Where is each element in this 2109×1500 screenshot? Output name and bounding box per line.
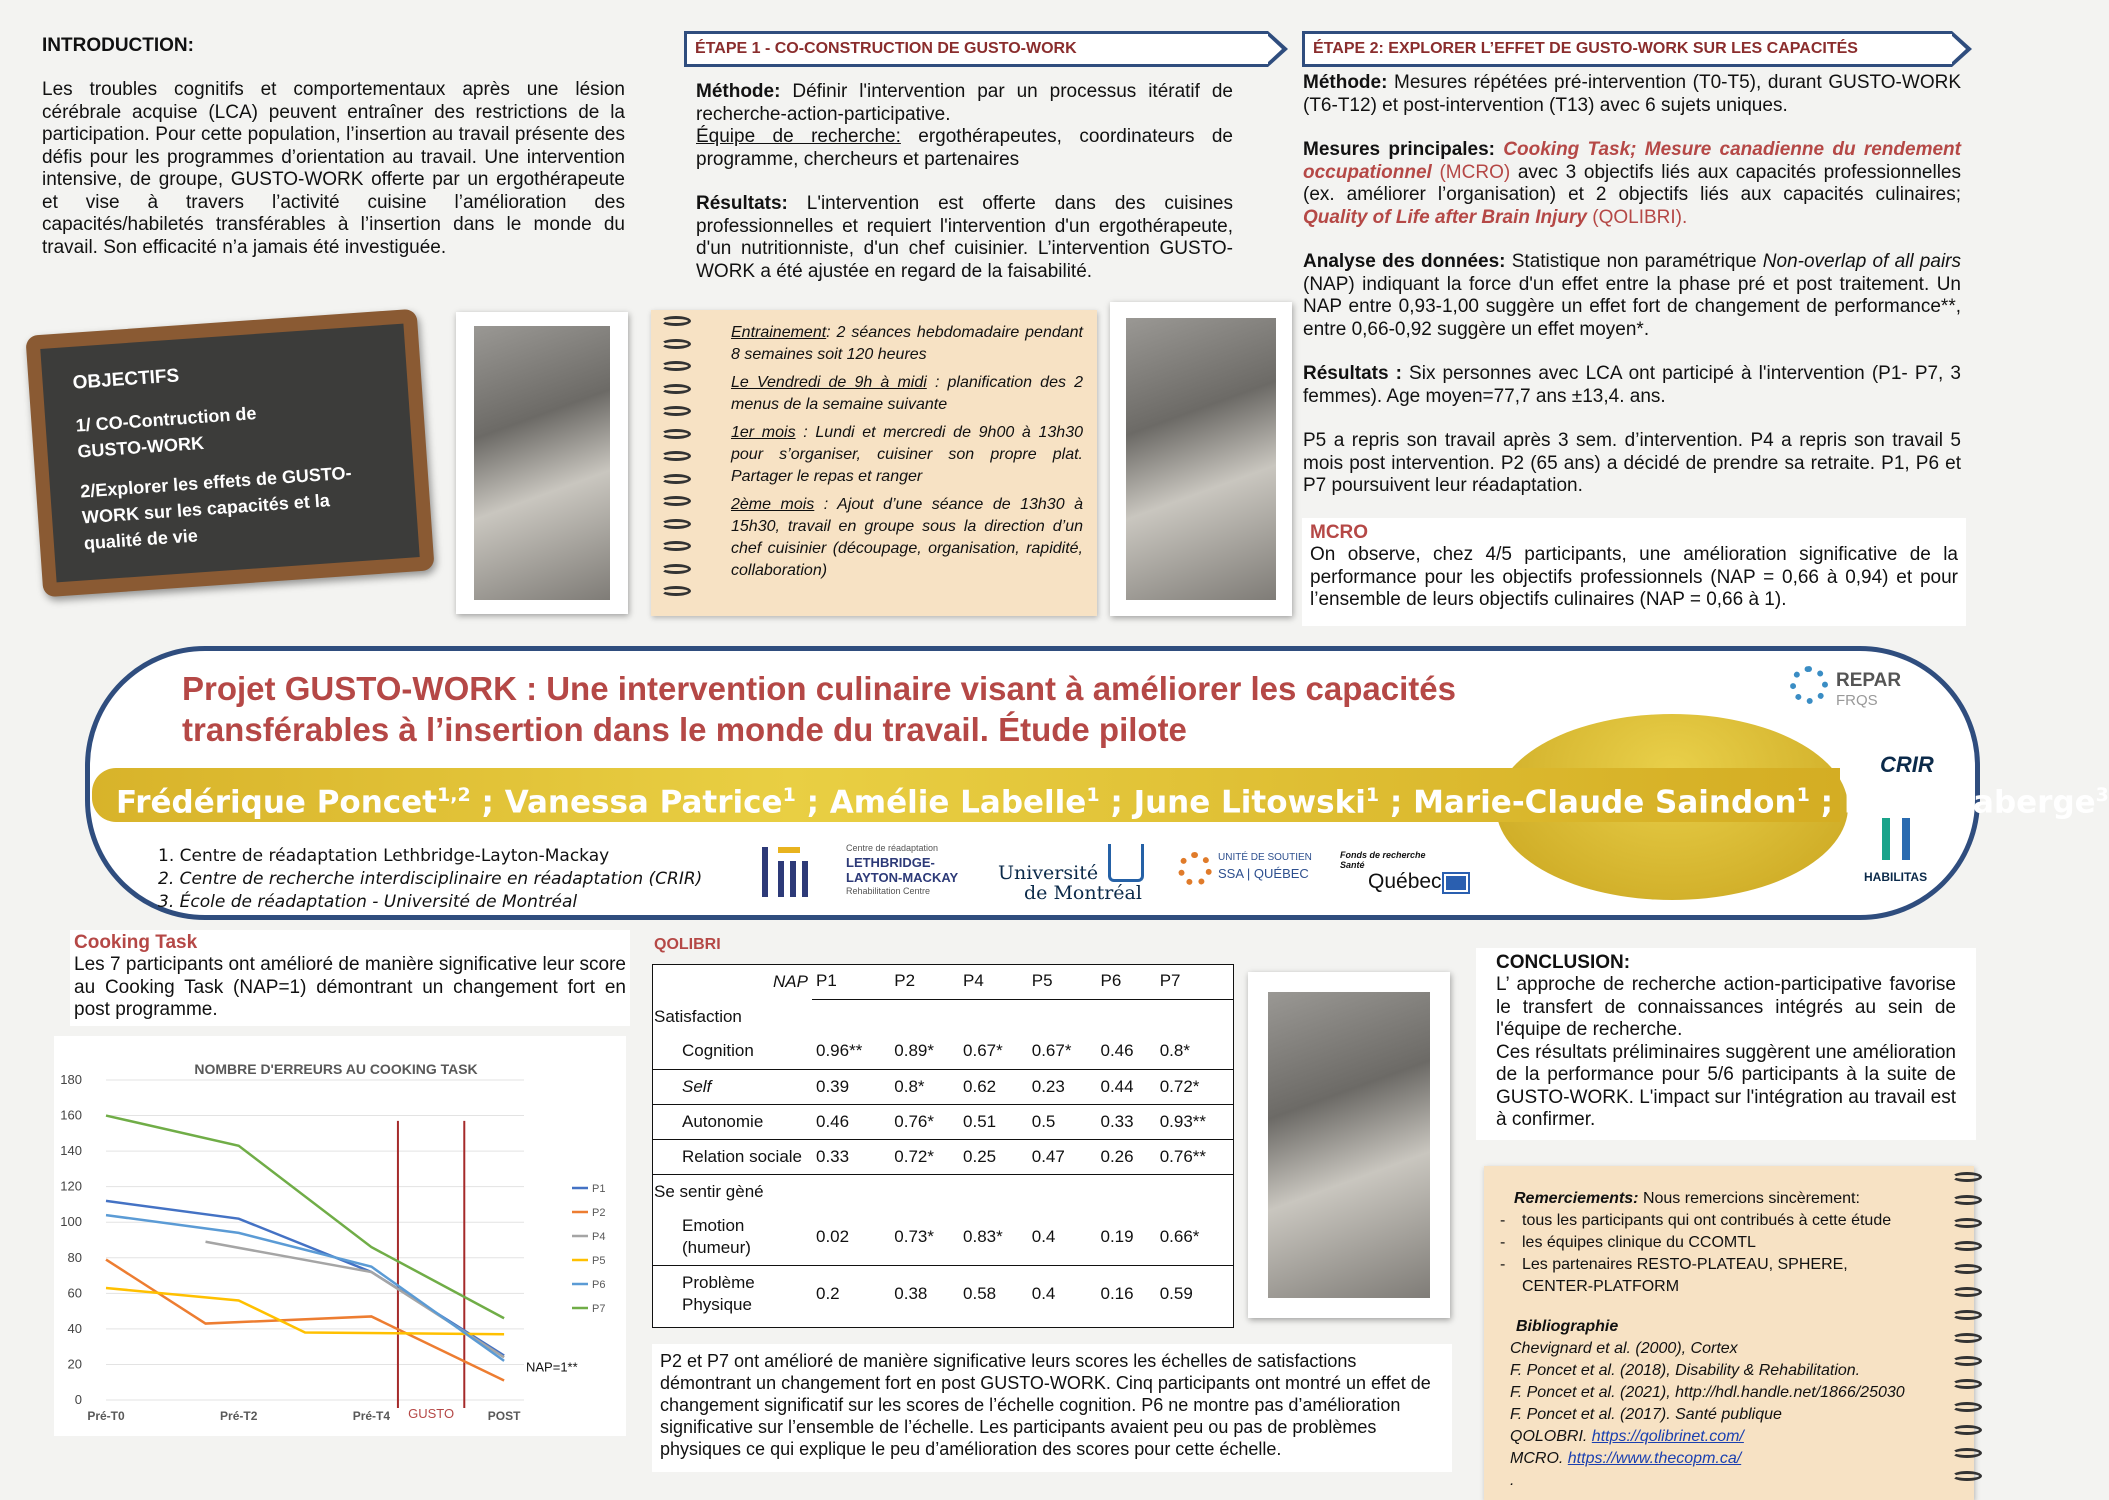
spiral-ring-icon	[1952, 1333, 1982, 1343]
table-cell	[1028, 999, 1097, 1034]
table-cell: 0.93**	[1156, 1104, 1234, 1139]
table-cell	[1096, 1174, 1155, 1209]
ssa-logo	[1178, 848, 1326, 898]
etape1-equipe	[696, 126, 1233, 171]
table-cell: 0.39	[812, 1069, 890, 1104]
mois1-text: : Lundi et mercredi de 9h00 à 13h30 pour s’organiser, cuisiner son propre plat. Partager le repas et ranger	[731, 424, 1083, 485]
arrow-tip-inner	[1267, 35, 1282, 63]
resultats-label: Résultats :	[1303, 363, 1402, 384]
remerciements-item-text: tous les participants qui ont contribués à cette étude	[1522, 1212, 1892, 1229]
spiral-ring-icon	[661, 384, 691, 394]
bullet-dash: -	[1500, 1212, 1506, 1229]
series-line-p5	[106, 1288, 504, 1334]
table-row	[652, 1104, 1234, 1139]
quebec-flag-icon	[1442, 872, 1470, 894]
row-label: Cognition	[652, 1034, 812, 1069]
objectives-title: OBJECTIFS	[72, 365, 180, 394]
photo-image	[474, 326, 610, 600]
table-row	[652, 1069, 1234, 1104]
introduction-section	[42, 35, 625, 259]
resultats-text: Six personnes avec LCA ont participé à l'intervention (P1- P7, 3 femmes). Age moyen=77,7 ans ±13,4. ans.	[1303, 363, 1961, 407]
author-separator: ;	[1809, 784, 1844, 821]
table-cell: 0.59	[1159, 1284, 1193, 1303]
acknowledgements-note	[1484, 1166, 1974, 1500]
ssa-logo-line2: SSA | QUÉBEC	[1218, 866, 1309, 881]
repar-logo-name: REPAR	[1836, 670, 1902, 691]
conclusion-box	[1476, 948, 1976, 1140]
table-section-row	[652, 999, 1234, 1034]
frqs-logo-line2: Santé	[1340, 860, 1365, 870]
author-separator: ;	[795, 784, 830, 821]
table-cell: 0.26	[1096, 1139, 1155, 1174]
llm-logo-name-2: LAYTON-MACKAY	[846, 870, 959, 885]
y-tick-label: 40	[67, 1320, 82, 1336]
bullet-dash: -	[1500, 1234, 1506, 1251]
author-affiliation-sup: 1	[1365, 784, 1380, 806]
table-cell	[1156, 1174, 1234, 1209]
etape2-resultats-2: P5 a repris son travail après 3 sem. d’intervention. P4 a repris son travail 5 mois post intervention. P2 (65 ans) a décidé de prendre sa retraite. P1, P6 et P7 poursuivent leur réadaptation.	[1303, 430, 1961, 496]
row-label: Se sentir gèné	[654, 1181, 764, 1201]
etape1-banner-text: ÉTAPE 1 - CO-CONSTRUCTION DE GUSTO-WORK	[695, 40, 1077, 57]
column-header: P1	[812, 964, 890, 999]
remerciements-line	[1514, 1188, 1914, 1210]
y-tick-label: 120	[60, 1178, 82, 1194]
conclusion-body-2: Ces résultats préliminaires suggèrent une amélioration de la performance pour 5/6 participants à la suite de GUSTO-WORK. L'impact sur l'intégration au travail est à confirmer.	[1496, 1041, 1956, 1130]
table-cell: 0.58	[963, 1284, 997, 1303]
crir-logo: CRIR	[1880, 752, 1934, 777]
llm-logo-mark	[760, 847, 820, 897]
objective-1: 1/ CO-Contruction de GUSTO-WORK	[75, 403, 257, 462]
qolibri-section	[648, 930, 1250, 1336]
table-cell: 0.2	[816, 1284, 840, 1303]
table-cell: 0.62	[959, 1069, 1028, 1104]
mesures-cooking-task: Cooking Task; Mesure canadienne du rendement occupationnel	[1303, 139, 1961, 183]
table-cell: 0.4	[1031, 1284, 1056, 1303]
author-separator: ;	[1379, 784, 1414, 821]
table-header-row	[652, 964, 1234, 999]
table-cell	[812, 1174, 890, 1209]
habilitas-logo-mark	[1882, 818, 1910, 860]
table-row	[652, 1209, 1234, 1266]
table-cell: 0.38	[894, 1284, 928, 1303]
etape2-banner	[1302, 31, 1952, 67]
table-cell: 0.4	[1028, 1209, 1097, 1266]
photo-kitchen-2	[1110, 302, 1292, 616]
spiral-ring-icon	[1952, 1287, 1982, 1297]
table-cell: 0.47	[1028, 1139, 1097, 1174]
legend-label: P1	[592, 1183, 606, 1195]
photo-kitchen-1	[456, 312, 628, 614]
spiral-ring-icon	[1952, 1356, 1982, 1366]
photo-image	[1268, 992, 1430, 1298]
remerciements-item	[1500, 1232, 1914, 1254]
y-tick-label: 140	[60, 1143, 82, 1159]
author-name: Vanessa Patrice	[504, 784, 783, 821]
row-label: Autonomie	[652, 1104, 812, 1139]
conclusion-body-1: L’ approche de recherche action-participative favorise le transfert de connaissances intégrés au sein de l'équipe de recherche.	[1496, 974, 1956, 1040]
arrow-tip-inner	[1951, 35, 1966, 63]
column-header: P7	[1156, 964, 1234, 999]
y-tick-label: 0	[74, 1392, 82, 1407]
spiral-ring-icon	[661, 541, 691, 551]
affiliations	[158, 845, 702, 914]
mois2-label: 2ème mois	[731, 496, 815, 513]
row-label: Relation sociale	[652, 1139, 812, 1174]
qolibri-link[interactable]: https://qolibrinet.com/	[1591, 1428, 1744, 1445]
y-tick-label: 180	[60, 1072, 82, 1087]
table-cell	[1156, 999, 1234, 1034]
analyse-text-2: (NAP) indiquant la force d'un effet entre la phase pré et post traitement. Un NAP entre 0,93-1,00 suggère un effet fort de changement de performance**, entre 0,66-0,92 suggère un effet moyen*.	[1303, 273, 1961, 340]
spiral-ring-icon	[661, 474, 691, 484]
mesures-qolibri: Quality of Life after Brain Injury	[1303, 206, 1587, 228]
spiral-ring-icon	[1952, 1241, 1982, 1251]
table-cell: 0.19	[1096, 1209, 1155, 1266]
remerciements-list	[1500, 1210, 1914, 1298]
mesures-text: avec 3 objectifs liés aux capacités professionnelles (ex. améliorer l’organisation) et 2 objectifs liés aux capacités culinaires;	[1303, 161, 1961, 205]
chart-title: NOMBRE D'ERREURS AU COOKING TASK	[194, 1061, 478, 1077]
table-cell: 0.66*	[1156, 1209, 1234, 1266]
series-line-p6	[106, 1215, 504, 1361]
qolibri-table	[652, 964, 1234, 1322]
x-tick-label: Pré-T2	[220, 1409, 258, 1423]
reference-1: Chevignard et al. (2000), Cortex	[1510, 1340, 1738, 1357]
row-label: Satisfaction	[654, 1006, 742, 1026]
analyse-nap: Non-overlap of all pairs	[1762, 251, 1961, 272]
table-cell: 0.73*	[890, 1209, 959, 1266]
table-row	[652, 1034, 1234, 1069]
poster-title-line-2: transférables à l’insertion dans le monde du travail. Étude pilote	[182, 711, 1187, 748]
reference-3: F. Poncet et al. (2021), http://hdl.handle.net/1866/25030	[1510, 1384, 1905, 1401]
spiral-ring-icon	[661, 519, 691, 529]
affiliation-1: 1. Centre de réadaptation Lethbridge-Layton-Mackay	[158, 846, 610, 866]
row-label: Problème Physique	[682, 1273, 755, 1314]
y-tick-label: 60	[67, 1285, 82, 1301]
schedule-mois2	[731, 494, 1083, 582]
udem-logo-mark	[1108, 844, 1144, 882]
nap-annotation: NAP=1**	[526, 1359, 578, 1375]
remerciements-intro: Nous remercions sincèrement:	[1638, 1190, 1860, 1207]
bullet-dash: -	[1500, 1256, 1506, 1273]
table-cell: 0.51	[959, 1104, 1028, 1139]
schedule-entrainement	[731, 322, 1083, 366]
y-tick-label: 20	[67, 1356, 82, 1372]
reference-7: .	[1510, 1472, 1515, 1489]
row-label: Self	[652, 1069, 812, 1104]
remerciements-item	[1500, 1210, 1914, 1232]
remerciements-item-text: les équipes clinique du CCOMTL	[1522, 1234, 1756, 1251]
table-cell	[890, 1174, 959, 1209]
spiral-ring-icon	[1952, 1172, 1982, 1182]
table-row	[652, 1139, 1234, 1174]
spiral-ring-icon	[661, 451, 691, 461]
equipe-text: ergothérapeutes, coordinateurs de programme, chercheurs et partenaires	[696, 126, 1233, 170]
table-cell: 0.72*	[1156, 1069, 1234, 1104]
table-cell: 0.5	[1028, 1104, 1097, 1139]
spiral-ring-icon	[1952, 1310, 1982, 1320]
mcro-link[interactable]: https://www.thecopm.ca/	[1567, 1450, 1742, 1467]
table-cell: 0.83*	[959, 1209, 1028, 1266]
spiral-ring-icon	[1952, 1471, 1982, 1481]
ssa-logo-line1: UNITÉ DE SOUTIEN	[1218, 852, 1312, 863]
etape2-methode	[1303, 72, 1961, 117]
author-name: Marie Laberge	[1843, 784, 2096, 821]
cooking-task-body: Les 7 participants ont amélioré de manière significative leur score au Cooking Task (NAP=1) démontrant un changement fort en post programme.	[74, 954, 626, 1020]
author-affiliation-sup: 1	[1796, 784, 1810, 806]
resultats-text: L'intervention est offerte dans des cuisines professionnelles et requiert l'intervention d'un ergothérapeute, d'un nutritionniste, d'un chef cuisinier. L’intervention GUSTO-WORK a été ajustée en regard de la faisabilité.	[696, 193, 1233, 282]
spiral-ring-icon	[1952, 1425, 1982, 1435]
frqs-logo	[1340, 850, 1490, 900]
table-cell: 0.96**	[812, 1034, 890, 1069]
x-tick-label: POST	[487, 1409, 521, 1423]
author-separator: ;	[1099, 784, 1134, 821]
etape2-analyse	[1303, 251, 1961, 341]
author-affiliation-sup: 1	[782, 784, 796, 806]
table-cell	[1096, 999, 1155, 1034]
reference-4: F. Poncet et al. (2017). Santé publique	[1510, 1406, 1782, 1423]
reference-2: F. Poncet et al. (2018), Disability & Rehabilitation.	[1510, 1362, 1861, 1379]
spiral-ring-icon	[1952, 1264, 1982, 1274]
etape1-methode	[696, 81, 1233, 126]
llm-logo-sub: Rehabilitation Centre	[846, 886, 931, 896]
nap-label: NAP	[773, 971, 808, 991]
vendredi-text: : planification des 2 menus de la semaine suivante	[731, 374, 1084, 413]
table-cell: 0.76*	[890, 1104, 959, 1139]
reference-5-label: QOLOBRI.	[1510, 1428, 1592, 1445]
author-affiliation-sup: 1	[1086, 784, 1100, 806]
udem-logo-line2: de Montréal	[1024, 882, 1142, 904]
remerciements-item	[1500, 1254, 1914, 1298]
repar-logo-mark	[1790, 666, 1828, 704]
frqs-logo-line1: Fonds de recherche	[1340, 850, 1426, 860]
introduction-body: Les troubles cognitifs et comportementaux après une lésion cérébrale acquise (LCA) peuvent entraîner des restrictions de la participation. Pour cette population, l’insertion au travail présente des défis pour les programmes d’orientation au travail. Une intervention intensive, de groupe, GUSTO-WORK offerte par un ergothérapeute et vise à travers l’activité cuisine l’amélioration des capacités/habiletés transférables à l’insertion dans le monde du travail. Son efficacité n’a jamais été investiguée.	[42, 79, 625, 258]
spiral-ring-icon	[661, 429, 691, 439]
bibliography-list	[1510, 1338, 1914, 1492]
qolibri-summary: P2 et P7 ont amélioré de manière significative leurs scores les échelles de satisfactions démontrant un changement fort en post GUSTO-WORK. Cinq participants ont montré un effet de changement significatif sur les scores de l’échelle cognition. P6 ne montre pas d’amélioration significative sur l’ensemble de l’échelle. Les participants avaient peu ou pas de problèmes physiques ce qui explique le peu d’amélioration des scores pour cette échelle.	[660, 1351, 1431, 1459]
repar-logo	[1790, 662, 1910, 720]
legend-label: P2	[592, 1207, 606, 1219]
author-name: Marie-Claude Saindon	[1413, 784, 1797, 821]
table-cell: 0.46	[1096, 1034, 1155, 1069]
cooking-task-chart	[54, 1036, 626, 1436]
schedule-note	[651, 310, 1097, 616]
etape2-banner-text: ÉTAPE 2: EXPLORER L’EFFET DE GUSTO-WORK SUR LES CAPACITÉS	[1313, 40, 1858, 57]
table-cell	[812, 999, 890, 1034]
series-line-p4	[206, 1242, 505, 1358]
table-cell: 0.25	[959, 1139, 1028, 1174]
table-cell: 0.46	[812, 1104, 890, 1139]
table-cell: 0.89*	[890, 1034, 959, 1069]
column-header: P5	[1028, 964, 1097, 999]
row-label: Emotion (humeur)	[652, 1209, 812, 1266]
etape2-body	[1303, 72, 1961, 498]
llm-logo-name-1: LETHBRIDGE-	[846, 855, 935, 870]
legend-label: P7	[592, 1303, 606, 1315]
habilitas-logo-name: HABILITAS	[1864, 870, 1928, 884]
table-row	[652, 1266, 1234, 1323]
chart-svg	[54, 1036, 626, 1436]
y-tick-label: 100	[60, 1214, 82, 1230]
affiliation-2: 2. Centre de recherche interdisciplinaire en réadaptation (CRIR)	[158, 869, 703, 889]
reference-6	[1510, 1448, 1914, 1470]
conclusion-heading: CONCLUSION:	[1496, 952, 1631, 973]
table-cell	[959, 1174, 1028, 1209]
schedule-vendredi	[731, 372, 1083, 416]
etape2-mesures	[1303, 139, 1961, 229]
ssa-logo-mark	[1178, 852, 1212, 886]
author-separator: ;	[470, 784, 505, 821]
authors-line	[116, 772, 2109, 825]
spiral-ring-icon	[1952, 1195, 1982, 1205]
spiral-ring-icon	[661, 316, 691, 326]
methode-label: Méthode:	[1303, 72, 1388, 93]
llm-logo-small: Centre de réadaptation	[846, 843, 939, 853]
spiral-ring-icon	[661, 564, 691, 574]
repar-logo-sub: FRQS	[1836, 692, 1878, 709]
table-cell: 0.16	[1100, 1284, 1134, 1303]
introduction-heading: INTRODUCTION:	[42, 35, 194, 56]
table-cell: 0.33	[812, 1139, 890, 1174]
gusto-annotation: GUSTO	[408, 1406, 455, 1421]
table-section-row	[652, 1174, 1234, 1209]
poster-title-line-1: Projet GUSTO-WORK : Une intervention culinaire visant à améliorer les capacités	[182, 670, 1456, 707]
legend-label: P5	[592, 1255, 606, 1267]
y-tick-label: 80	[67, 1249, 82, 1265]
entrainement-text: : 2 séances hebdomadaire pendant 8 semaines soit 120 heures	[731, 324, 1083, 363]
y-tick-label: 160	[60, 1107, 82, 1123]
legend-label: P4	[592, 1231, 606, 1243]
table-cell	[959, 999, 1028, 1034]
table-cell: 0.33	[1096, 1104, 1155, 1139]
table-cell	[1028, 1174, 1097, 1209]
mcro-body: On observe, chez 4/5 participants, une amélioration significative de la performance pour les objectifs professionnels (NAP = 0,66 à 0,94) et pour l’ensemble de leurs objectifs culinaires (NAP = 0,66 à 1).	[1310, 544, 1958, 610]
mesures-mcro: (MCRO)	[1431, 161, 1511, 183]
qolibri-heading: QOLIBRI	[654, 936, 721, 953]
vendredi-label: Le Vendredi de 9h à midi	[731, 374, 927, 391]
mois1-label: 1er mois	[731, 424, 796, 441]
resultats-label: Résultats:	[696, 193, 788, 214]
spiral-ring-icon	[661, 496, 691, 506]
author-name: Amélie Labelle	[829, 784, 1087, 821]
methode-label: Méthode:	[696, 81, 781, 102]
poster-title	[182, 668, 1822, 750]
column-header: P4	[959, 964, 1028, 999]
table-cell	[890, 999, 959, 1034]
table-cell: 0.44	[1096, 1069, 1155, 1104]
column-header: P2	[890, 964, 959, 999]
spiral-ring-icon	[1952, 1448, 1982, 1458]
x-tick-label: Pré-T4	[352, 1409, 391, 1423]
remerciements-item-text: Les partenaires RESTO-PLATEAU, SPHERE, CENTER-PLATFORM	[1522, 1256, 1848, 1295]
entrainement-label: Entrainement	[731, 324, 827, 341]
mcro-heading: MCRO	[1310, 522, 1369, 543]
spiral-ring-icon	[661, 586, 691, 596]
mesures-qolibri-abbr: (QOLIBRI).	[1587, 206, 1688, 228]
mesures-label: Mesures principales:	[1303, 139, 1496, 160]
llm-logo	[760, 843, 980, 901]
methode-text: Mesures répétées pré-intervention (T0-T5), durant GUSTO-WORK (T6-T12) et post-intervention (T13) avec 6 sujets uniques.	[1303, 72, 1961, 116]
spiral-ring-icon	[661, 406, 691, 416]
spiral-ring-icon	[1952, 1402, 1982, 1412]
objective-2: 2/Explorer les effets de GUSTO-WORK sur les capacités et la qualité de vie	[79, 462, 353, 554]
qolibri-summary-box	[652, 1344, 1452, 1472]
frqs-logo-line3: Québec	[1368, 870, 1442, 893]
spiral-ring-icon	[661, 361, 691, 371]
udem-logo-line1: Université	[998, 862, 1099, 884]
table-cell: 0.02	[812, 1209, 890, 1266]
series-line-p7	[106, 1116, 504, 1319]
legend-label: P6	[592, 1279, 606, 1291]
table-cell: 0.8*	[1156, 1034, 1234, 1069]
mois2-text: : Ajout d’une séance de 13h30 à 15h30, travail en groupe sous la direction d’un chef cuisinier (découpage, organisation, rapidité, collaboration)	[731, 496, 1083, 579]
spiral-ring-icon	[1952, 1379, 1982, 1389]
table-cell: 0.23	[1028, 1069, 1097, 1104]
table-cell: 0.72*	[890, 1139, 959, 1174]
table-cell: 0.76**	[1156, 1139, 1234, 1174]
reference-6-label: MCRO.	[1510, 1450, 1568, 1467]
cooking-task-box	[70, 930, 630, 1026]
table-cell: 0.8*	[890, 1069, 959, 1104]
affiliation-3: 3. École de réadaptation - Université de Montréal	[158, 892, 578, 912]
bibliographie-heading: Bibliographie	[1516, 1318, 1619, 1335]
remerciements-label: Remerciements:	[1514, 1190, 1639, 1207]
author-affiliation-sup: 1,2	[437, 784, 471, 806]
analyse-text: Statistique non paramétrique	[1505, 251, 1763, 272]
etape2-resultats	[1303, 363, 1961, 408]
table-cell: 0.67*	[959, 1034, 1028, 1069]
table-cell: 0.67*	[1028, 1034, 1097, 1069]
analyse-label: Analyse des données:	[1303, 251, 1506, 272]
author-affiliation-sup: 3	[2095, 784, 2109, 806]
mcro-box	[1302, 518, 1966, 626]
author-name: June Litowski	[1133, 784, 1366, 821]
photo-image	[1126, 318, 1276, 600]
methode-text: Définir l'intervention par un processus itératif de recherche-action-participative.	[696, 81, 1233, 125]
schedule-mois1	[731, 422, 1083, 488]
spiral-ring-icon	[1952, 1218, 1982, 1228]
etape1-banner	[684, 31, 1268, 67]
author-name: Frédérique Poncet	[116, 784, 438, 821]
cooking-task-heading: Cooking Task	[74, 932, 198, 953]
spiral-ring-icon	[661, 339, 691, 349]
column-header: P6	[1096, 964, 1155, 999]
x-tick-label: Pré-T0	[87, 1409, 125, 1423]
etape1-resultats	[696, 193, 1233, 283]
habilitas-logo	[1856, 818, 1936, 892]
objectives-chalkboard	[25, 309, 434, 598]
equipe-label: Équipe de recherche:	[696, 126, 901, 147]
photo-kitchen-3	[1248, 972, 1450, 1318]
reference-5	[1510, 1426, 1914, 1448]
udem-logo	[998, 844, 1158, 904]
etape1-body	[696, 81, 1233, 283]
